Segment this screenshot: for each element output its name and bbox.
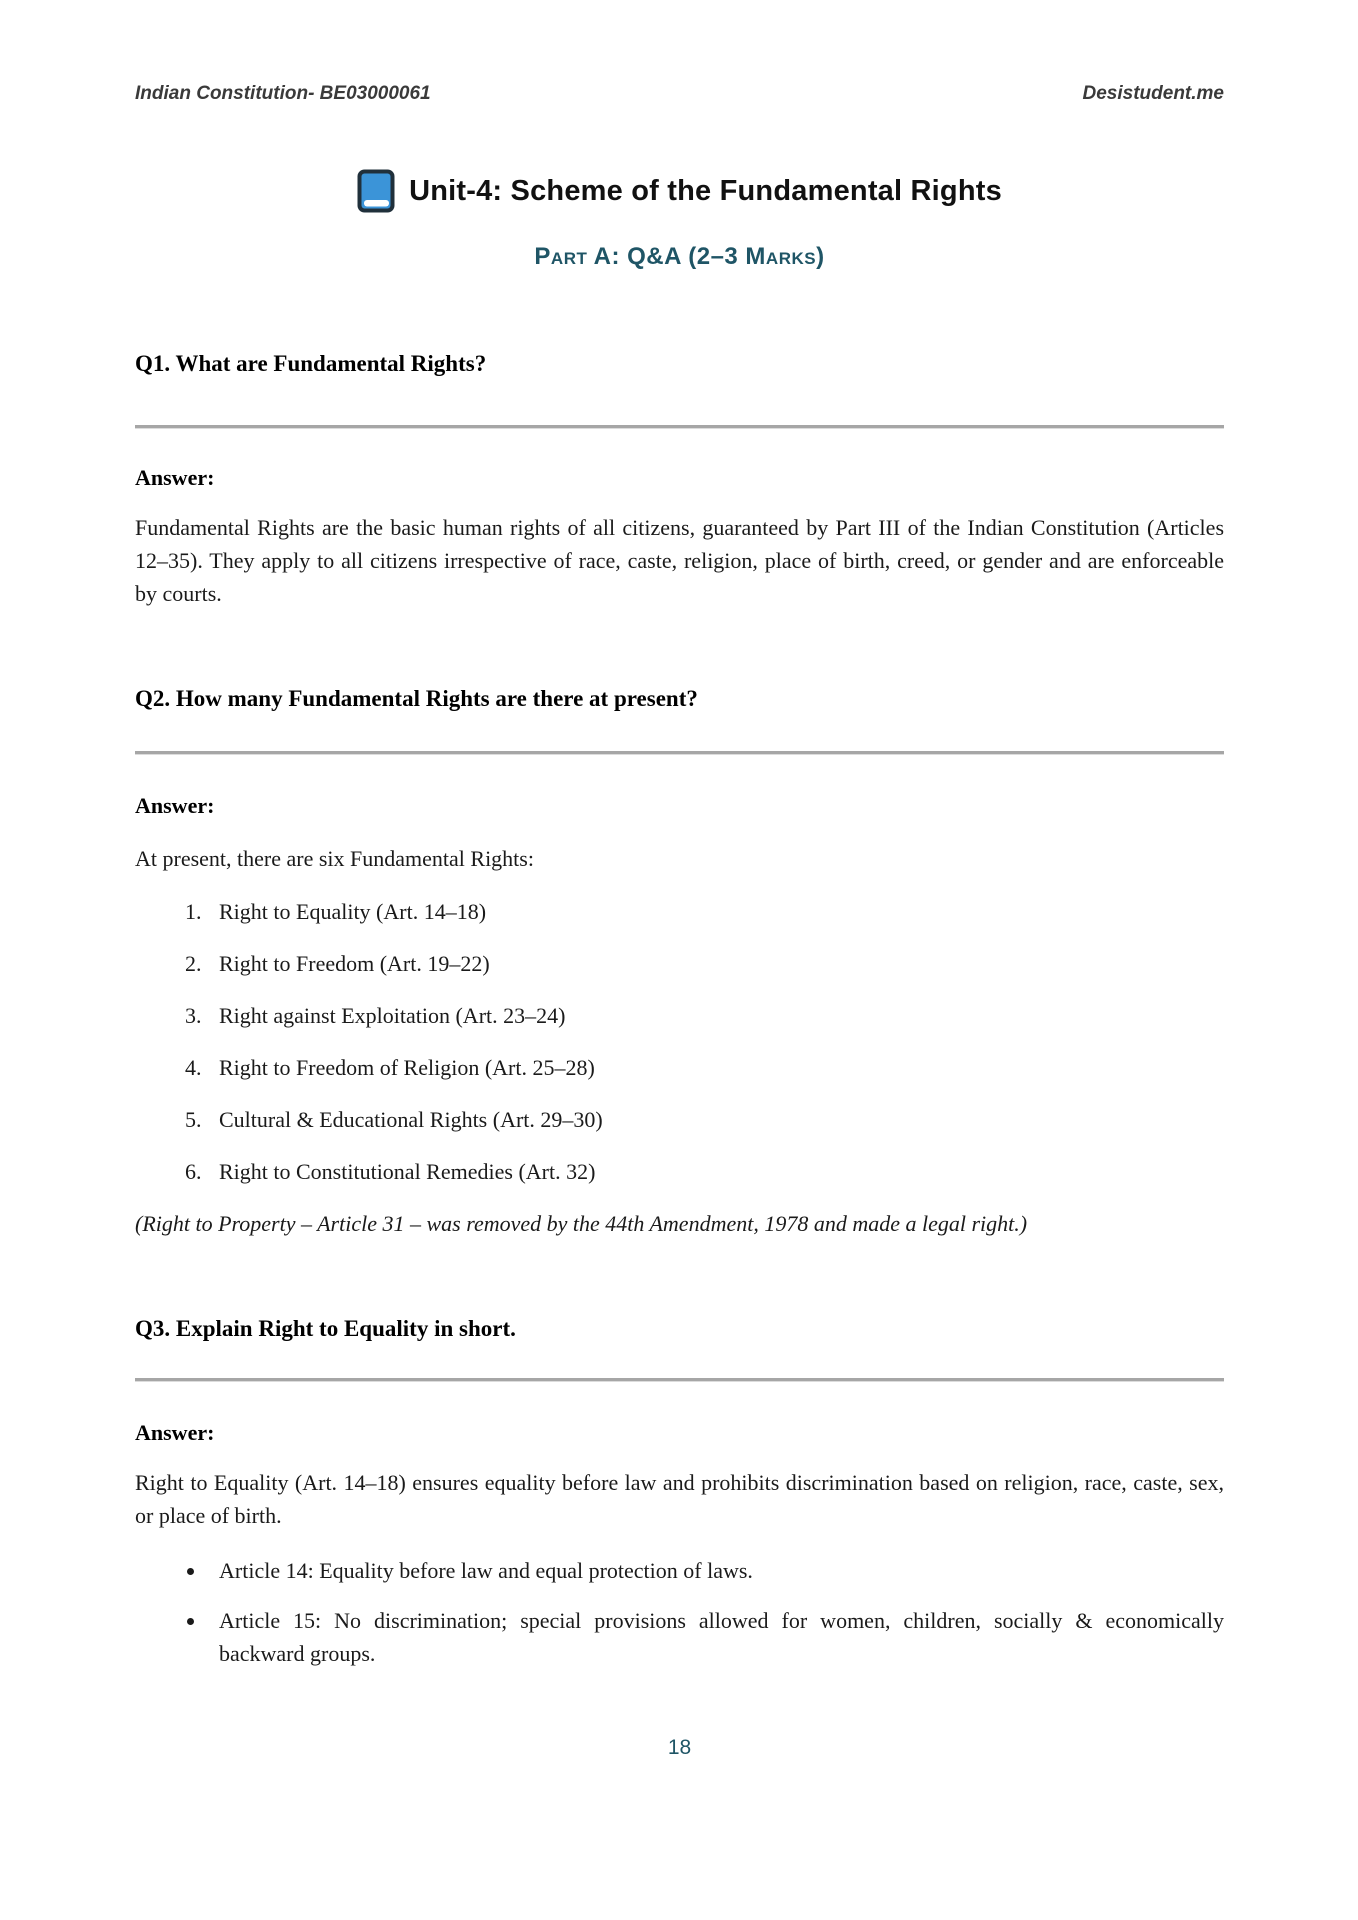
question-3-heading: Q3. Explain Right to Equality in short. <box>135 1316 516 1341</box>
fundamental-rights-list <box>135 895 1224 1188</box>
list-item: 4. Right to Freedom of Religion (Art. 25–28) <box>207 1051 1224 1084</box>
list-item: 3. Right against Exploitation (Art. 23–24) <box>207 999 1224 1032</box>
unit-title-row <box>135 169 1224 213</box>
page-header <box>135 0 1224 105</box>
list-item: 1. Right to Equality (Art. 14–18) <box>207 895 1224 928</box>
answer-2-intro: At present, there are six Fundamental Rights: <box>135 846 534 871</box>
blue-book-icon <box>357 169 395 213</box>
page-number: 18 <box>667 1736 692 1759</box>
part-a-subtitle: Part A: Q&A (2–3 Marks) <box>534 243 825 270</box>
section-divider <box>135 751 1224 754</box>
header-site-name: Desistudent.me <box>1082 83 1224 104</box>
right-to-property-note: (Right to Property – Article 31 – was removed by the 44th Amendment, 1978 and made a legal right.) <box>135 1211 1028 1236</box>
section-divider <box>135 425 1224 428</box>
answer-3-text: Right to Equality (Art. 14–18) ensures equality before law and prohibits discrimination based on religion, race, caste, sex, or place of birth. <box>135 1470 1224 1528</box>
answer-1-label: Answer: <box>135 465 215 490</box>
question-2-heading: Q2. How many Fundamental Rights are there at present? <box>135 686 698 711</box>
list-item: • Article 15: No discrimination; special provisions allowed for women, children, socially & economically backward groups. <box>207 1604 1224 1670</box>
list-item: 2. Right to Freedom (Art. 19–22) <box>207 947 1224 980</box>
section-divider <box>135 1378 1224 1381</box>
question-1-section <box>135 351 1224 610</box>
answer-3-label: Answer: <box>135 1420 215 1445</box>
answer-1-text: Fundamental Rights are the basic human rights of all citizens, guaranteed by Part III of the Indian Constitution (Articles 12–35). They apply to all citizens irrespective of race, caste, religion, place of birth, creed, or gender and are enforceable by courts. <box>135 515 1224 606</box>
unit-title: Unit-4: Scheme of the Fundamental Rights <box>409 174 1002 207</box>
equality-articles-list <box>135 1554 1224 1670</box>
header-course-code: Indian Constitution- BE03000061 <box>135 83 431 104</box>
question-2-section <box>135 686 1224 1240</box>
answer-2-label: Answer: <box>135 793 215 818</box>
list-item: 5. Cultural & Educational Rights (Art. 29–30) <box>207 1103 1224 1136</box>
list-item: 6. Right to Constitutional Remedies (Art. 32) <box>207 1155 1224 1188</box>
question-3-section <box>135 1316 1224 1670</box>
question-1-heading: Q1. What are Fundamental Rights? <box>135 351 487 376</box>
list-item: • Article 14: Equality before law and equal protection of laws. <box>207 1554 1224 1587</box>
